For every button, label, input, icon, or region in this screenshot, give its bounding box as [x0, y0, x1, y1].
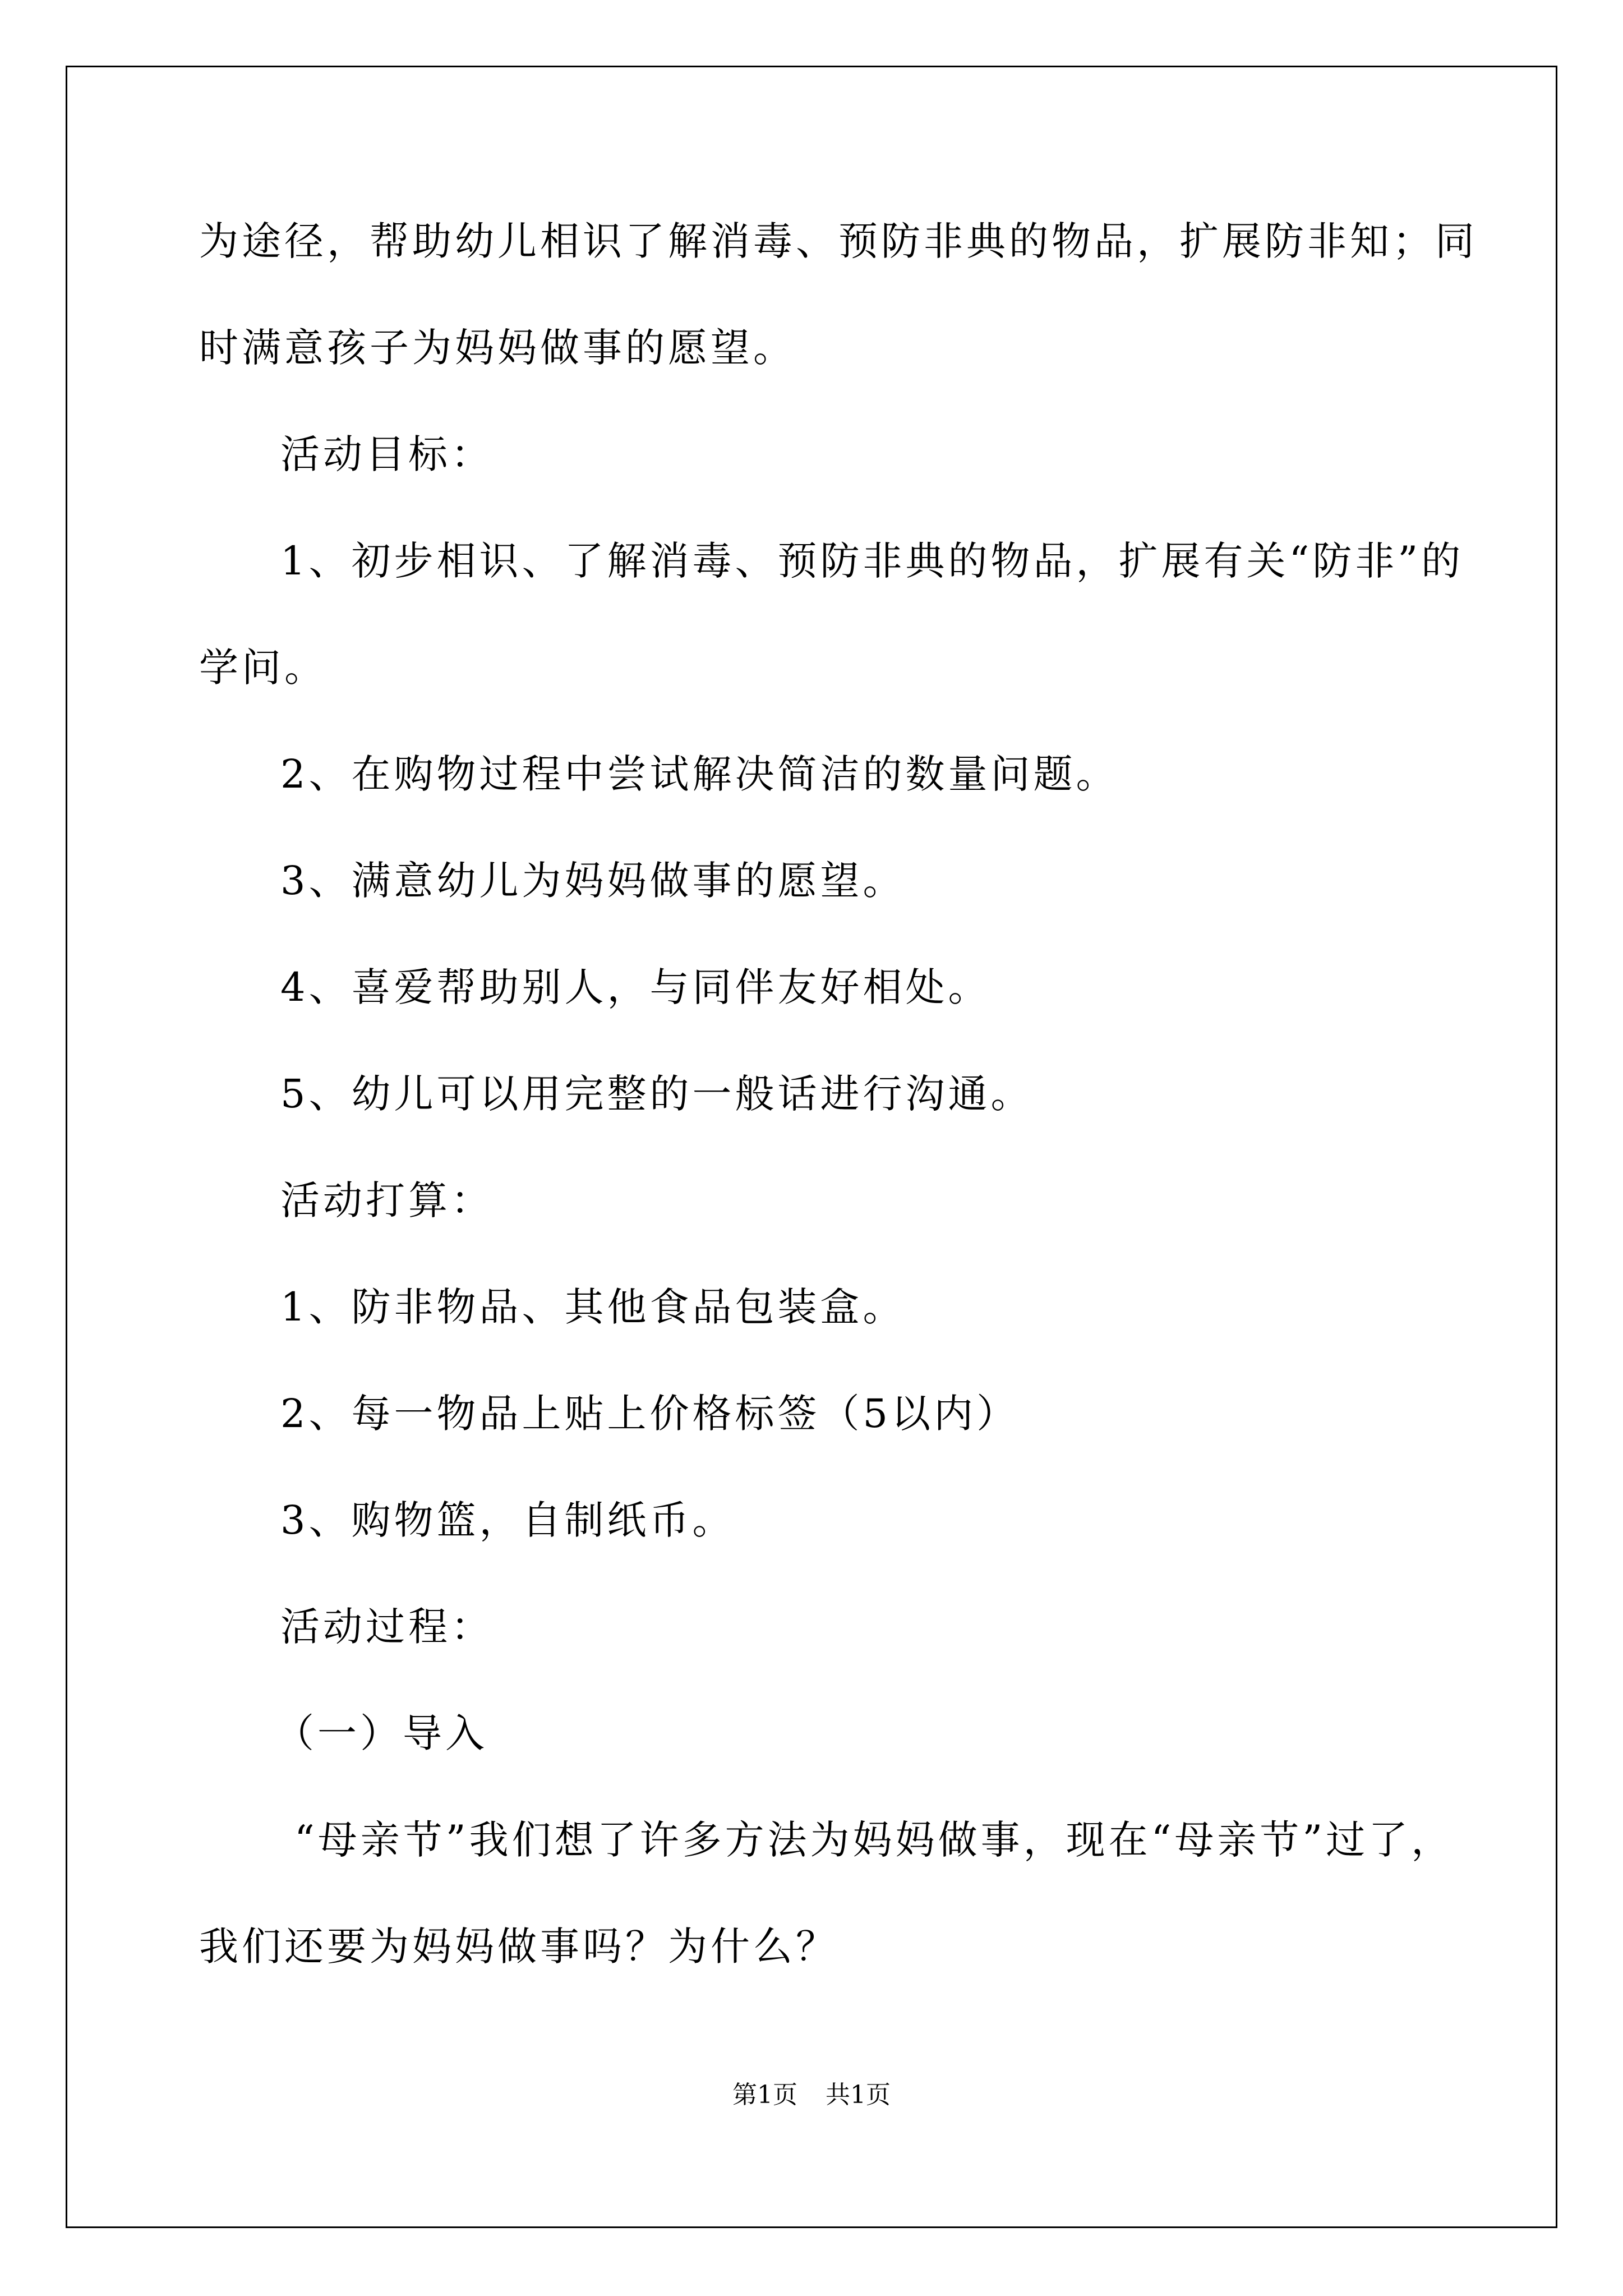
prep-item-2: 2、每一物品上贴上价格标签（5以内）: [280, 1391, 1020, 1437]
body-line-1: 为途径，帮助幼儿相识了解消毒、预防非典的物品，扩展防非知；同: [199, 218, 1478, 264]
process-paragraph-1: “母亲节”我们想了许多方法为妈妈做事，现在“母亲节”过了，: [294, 1817, 1454, 1863]
page-footer: [0, 2078, 1623, 2112]
prep-item-3: 3、购物篮，自制纸币。: [280, 1497, 735, 1543]
prep-item-1: 1、防非物品、其他食品包装盒。: [280, 1284, 906, 1330]
page-border: [66, 66, 1557, 2228]
heading-activity-goals: 活动目标：: [280, 431, 494, 477]
process-section-intro: （一）导入: [275, 1710, 488, 1756]
heading-activity-process: 活动过程：: [280, 1604, 494, 1650]
page-number: 第1页: [732, 2081, 797, 2109]
page-total: 共1页: [826, 2081, 891, 2109]
goal-item-1-continued: 学问。: [199, 645, 327, 691]
goal-item-4: 4、喜爱帮助别人，与同伴友好相处。: [280, 964, 991, 1010]
body-line-2: 时满意孩子为妈妈做事的愿望。: [199, 325, 796, 371]
goal-item-2: 2、在购物过程中尝试解决简洁的数量问题。: [280, 751, 1119, 797]
heading-activity-prep: 活动打算：: [280, 1177, 494, 1223]
goal-item-1: 1、初步相识、了解消毒、预防非典的物品，扩展有关“防非”的: [280, 538, 1464, 584]
goal-item-3: 3、满意幼儿为妈妈做事的愿望。: [280, 858, 906, 904]
goal-item-5: 5、幼儿可以用完整的一般话进行沟通。: [280, 1071, 1034, 1117]
process-paragraph-1-continued: 我们还要为妈妈做事吗？为什么？: [199, 1924, 838, 1970]
